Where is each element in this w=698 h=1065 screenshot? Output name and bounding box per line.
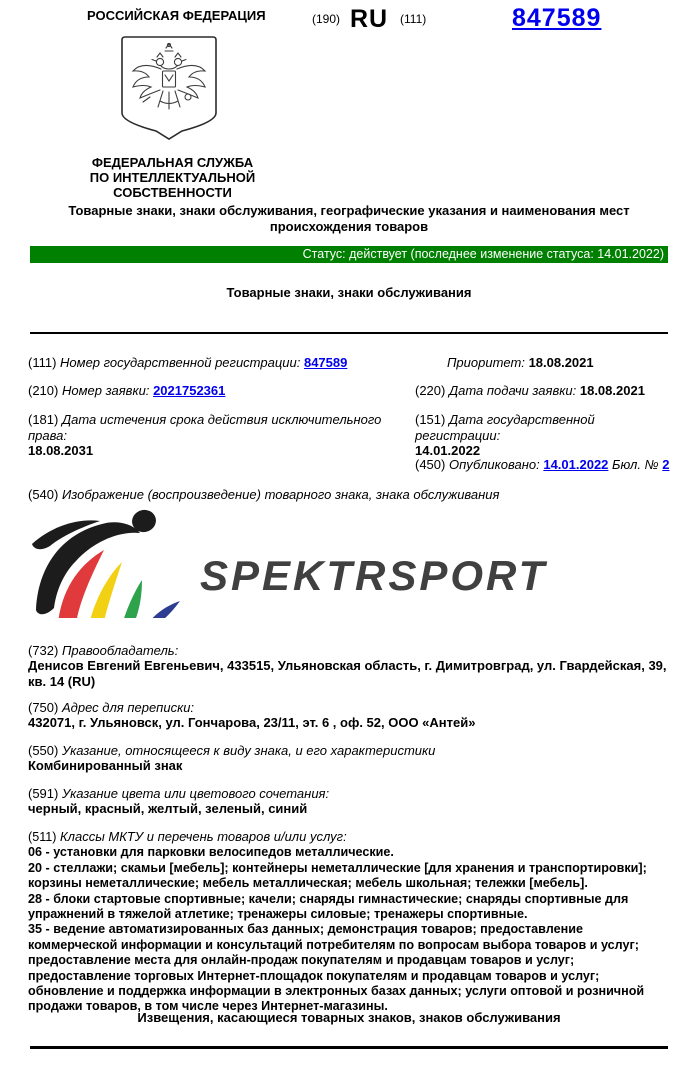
inid-code: (750)	[28, 700, 59, 715]
field-label: Правообладатель:	[61, 643, 179, 658]
goods-class-item: 20 - стеллажи; скамьи [мебель]; контейнеры неметаллические [для хранения и транспортировки]; корзины неметаллические; мебель металлическая; мебель школьная; тележки [мебель].	[28, 860, 647, 891]
bulletin-number-link[interactable]: 2	[662, 457, 670, 472]
inid-code: (111)	[28, 355, 57, 370]
bulletin-label: Бюл. №	[612, 457, 659, 472]
divider-top	[30, 332, 668, 334]
field-label: Приоритет:	[447, 355, 525, 370]
correspondence-address-value: 432071, г. Ульяновск, ул. Гончарова, 23/11, эт. 6 , оф. 52, ООО «Антей»	[28, 715, 476, 731]
inid-code: (732)	[28, 643, 59, 658]
field-label: Указание, относящееся к виду знака, и его характеристики	[61, 743, 436, 758]
agency-name-line2: ПО ИНТЕЛЛЕКТУАЛЬНОЙ СОБСТВЕННОСТИ	[89, 170, 256, 200]
field-expiry-date	[28, 412, 418, 459]
right-holder-value: Денисов Евгений Евгеньевич, 433515, Ульяновская область, г. Димитровград, ул. Гвардейская, 39, кв. 14 (RU)	[28, 658, 667, 689]
inid-code-190: (190)	[312, 12, 341, 26]
field-label: Дата государственной регистрации:	[415, 412, 595, 443]
field-label: Номер заявки:	[61, 383, 150, 398]
field-label: Дата истечения срока действия исключительного права:	[28, 412, 382, 443]
field-registration-number	[28, 355, 413, 371]
field-filing-date	[415, 383, 675, 399]
goods-class-item: 06 - установки для парковки велосипедов металлические.	[28, 845, 394, 860]
field-color-claim	[28, 786, 668, 817]
color-claim-value: черный, красный, желтый, зеленый, синий	[28, 801, 308, 817]
goods-class-item: 35 - ведение автоматизированных баз данных; демонстрация товаров; предоставление коммерческой информации и консультаций потребителям по вопросам выбора товаров и услуг; предоставление места для онлайн-продаж покупателям и продавцам товаров и услуг; предоставление торговых Интернет-площадок покупателям и продавцам товаров и услуг; обновление и поддержка информации в электронных базах данных; услуги оптовой и розничной продажи товаров, в том числе через Интернет-магазины.	[28, 922, 645, 1014]
inid-code: (450)	[415, 457, 446, 472]
divider-bottom	[30, 1046, 668, 1049]
inid-code: (540)	[28, 487, 59, 502]
inid-code-111-top: (111)	[400, 12, 427, 26]
registration-date: 14.01.2022	[415, 443, 481, 458]
agency-name	[30, 155, 315, 200]
inid-code: (210)	[28, 383, 59, 398]
filing-date: 18.08.2021	[579, 383, 645, 398]
publication-date-link[interactable]: 14.01.2022	[543, 457, 609, 472]
field-label: Изображение (воспроизведение) товарного знака, знака обслуживания	[61, 487, 500, 502]
field-priority	[447, 355, 672, 371]
agency-name-line1: ФЕДЕРАЛЬНАЯ СЛУЖБА	[91, 155, 254, 170]
field-right-holder	[28, 643, 668, 689]
country-title: РОССИЙСКАЯ ФЕДЕРАЦИЯ	[87, 8, 266, 23]
field-mark-image-label	[28, 487, 668, 503]
goods-label-row	[28, 829, 668, 845]
status-bar: Статус: действует (последнее изменение статуса: 14.01.2022)	[30, 246, 668, 263]
expiry-date: 18.08.2031	[28, 443, 94, 458]
notices-title: Извещения, касающиеся товарных знаков, знаков обслуживания	[137, 1010, 561, 1025]
field-label: Указание цвета или цветового сочетания:	[61, 786, 330, 801]
trademark-image	[28, 506, 548, 621]
field-label: Адрес для переписки:	[61, 700, 195, 715]
field-label: Опубликовано:	[448, 457, 540, 472]
coat-of-arms-icon	[120, 35, 218, 144]
section-title: Товарные знаки, знаки обслуживания	[226, 285, 472, 300]
field-application-number	[28, 383, 413, 399]
registration-number-link[interactable]: 847589	[512, 4, 602, 32]
inid-code: (511)	[28, 830, 57, 844]
inid-code: (181)	[28, 412, 59, 427]
field-label: Номер государственной регистрации:	[60, 355, 301, 370]
priority-date: 18.08.2021	[528, 355, 594, 370]
field-registration-date	[415, 412, 673, 459]
field-label: Дата подачи заявки:	[448, 383, 577, 398]
inid-code: (220)	[415, 383, 446, 398]
registration-number-value-link[interactable]: 847589	[303, 355, 348, 370]
application-number-link[interactable]: 2021752361	[153, 383, 226, 398]
trademark-wordmark: SPEKTRSPORT	[200, 552, 548, 599]
inid-code: (550)	[28, 743, 59, 758]
goods-class-item: 28 - блоки стартовые спортивные; качели; снаряды гимнастические; снаряды спортивные для упражнений в тяжелой атлетике; тренажеры силовые; тренажеры спортивные.	[28, 891, 629, 922]
field-published	[415, 457, 675, 473]
country-code: RU	[350, 5, 389, 33]
document-type-title: Товарные знаки, знаки обслуживания, географические указания и наименования мест происхождения товаров	[68, 203, 630, 234]
inid-code: (591)	[28, 786, 59, 801]
inid-code: (151)	[415, 412, 446, 427]
mark-kind-value: Комбинированный знак	[28, 758, 183, 774]
field-correspondence-address	[28, 700, 668, 731]
field-mark-kind	[28, 743, 668, 774]
field-label: Классы МКТУ и перечень товаров и/или услуг:	[59, 829, 347, 844]
field-goods-services	[28, 829, 668, 1015]
